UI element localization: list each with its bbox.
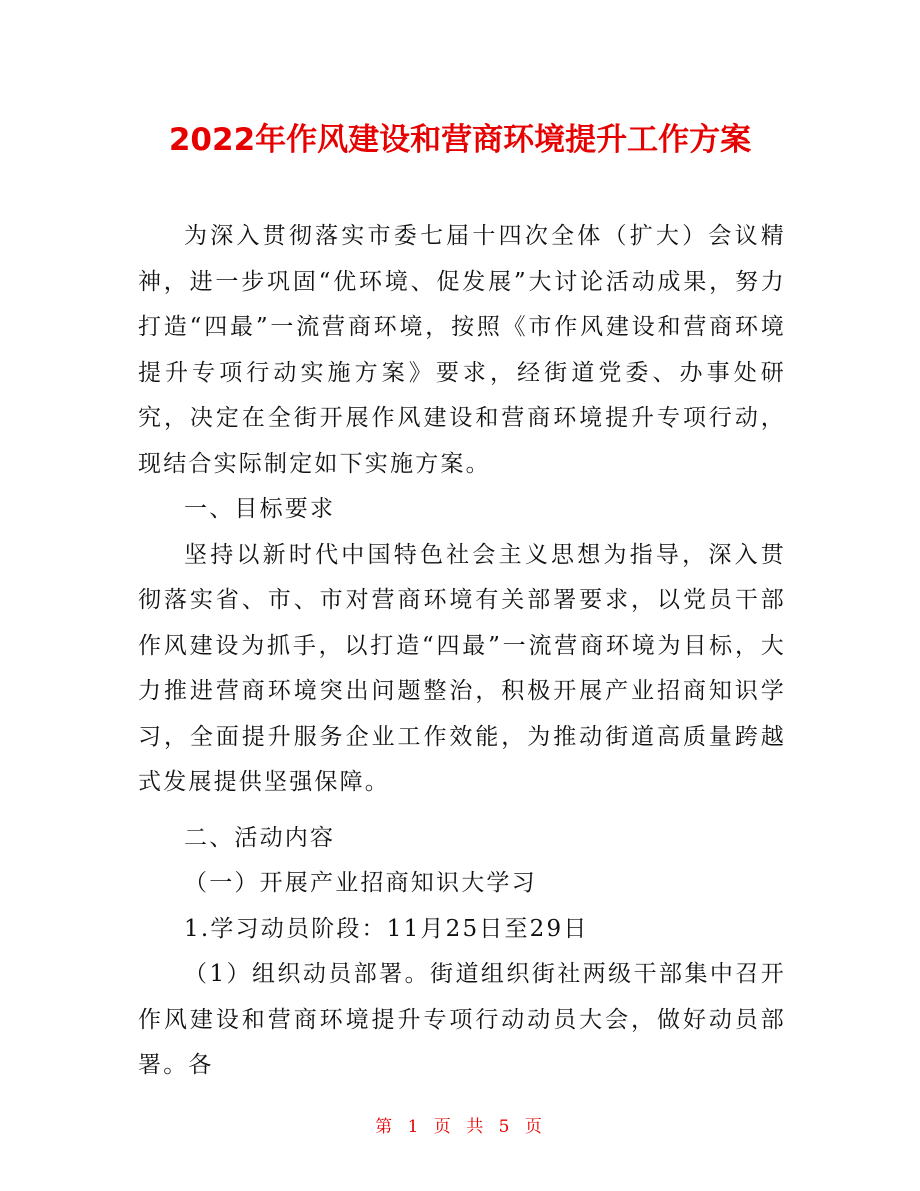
intro-paragraph: 为深入贯彻落实市委七届十四次全体（扩大）会议精神，进一步巩固“优环境、促发展”大讨论活动成果，努力打造“四最”一流营商环境，按照《市作风建设和营商环境提升专项行动实施方案》要求，经街道党委、办事处研究，决定在全街开展作风建设和营商环境提升专项行动，现结合实际制定如下实施方案。 — [138, 223, 786, 477]
goals-paragraph: 坚持以新时代中国特色社会主义思想为指导，深入贯彻落实省、市、市对营商环境有关部署要求，以党员干部作风建设为抓手，以打造“四最”一流营商环境为目标，大力推进营商环境突出问题整治，积极开展产业招商知识学习，全面提升服务企业工作效能，为推动街道高质量跨越式发展提供坚强保障。 — [138, 541, 786, 795]
section-heading-activities: 二、活动内容 — [184, 824, 336, 851]
subsection-heading-study: （一）开展产业招商知识大学习 — [184, 870, 537, 896]
phase-heading-mobilization: 1.学习动员阶段：11月25日至29日 — [184, 915, 589, 942]
item-paragraph-deployment: （1）组织动员部署。街道组织街社两级干部集中召开作风建设和营商环境提升专项行动动员大会，做好动员部署。各 — [138, 961, 786, 1078]
document-body — [138, 214, 786, 1089]
page-number-footer: 第 1 页 共 5 页 — [375, 1117, 545, 1137]
section-heading-goals: 一、目标要求 — [184, 496, 336, 522]
document-title: 2022年作风建设和营商环境提升工作方案 — [168, 122, 752, 158]
